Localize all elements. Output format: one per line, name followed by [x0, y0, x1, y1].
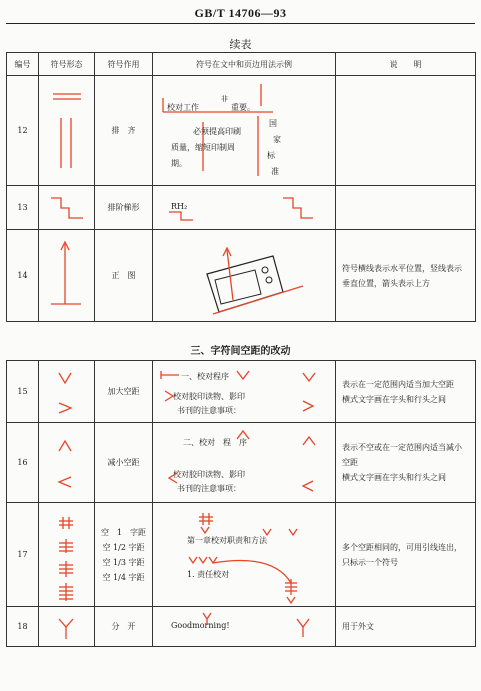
- example-cell: [153, 361, 336, 423]
- widen-space-symbol-icon: [39, 361, 95, 423]
- symbol-description: 用于外文: [336, 607, 476, 647]
- symbol-shape-cell: [39, 423, 95, 503]
- symbol-shape-cell: [39, 607, 95, 647]
- table-row: [7, 607, 476, 647]
- symbol-function: 空 1/3 字距: [102, 557, 145, 567]
- example-cell: [153, 503, 336, 607]
- separate-symbol-icon: [39, 607, 95, 647]
- symbol-function: 排阶梯形: [95, 186, 153, 230]
- table-row: [7, 76, 476, 186]
- symbol-function-cell: [95, 503, 153, 607]
- example-text: 校对胶印读物、影印: [173, 470, 245, 479]
- example-text: RH₂: [171, 202, 188, 211]
- example-text: 校对胶印读物、影印: [173, 392, 245, 401]
- symbol-function: 减小空距: [95, 423, 153, 503]
- example-cell: [153, 423, 336, 503]
- table-row: [7, 186, 476, 230]
- space-amount-symbol-icon: [39, 503, 95, 607]
- table-row: [7, 423, 476, 503]
- symbol-description: 多个空距相同的，可用引线连出，只标示一个符号: [336, 503, 476, 607]
- symbol-shape-cell: [39, 186, 95, 230]
- row-number: 13: [7, 186, 39, 230]
- space-example-marks: [153, 503, 336, 607]
- table-header-row: [7, 53, 476, 76]
- row-number: 18: [7, 607, 39, 647]
- separate-example-marks: [153, 607, 336, 647]
- row-number: 15: [7, 361, 39, 423]
- example-text: 非: [221, 95, 228, 103]
- step-example-marks: [153, 186, 336, 230]
- example-cell: [153, 186, 336, 230]
- symbol-description: 符号横线表示水平位置，竖线表示垂直位置，箭头表示上方: [336, 230, 476, 322]
- section-title: 三、字符间空距的改动: [190, 346, 291, 357]
- symbol-shape-cell: [39, 76, 95, 186]
- row-number: 12: [7, 76, 39, 186]
- symbol-function: 空 1 字距: [100, 527, 147, 537]
- col-header-function: 符号作用: [95, 53, 153, 76]
- table-caption: 续表: [229, 38, 252, 51]
- example-cell: [153, 230, 336, 322]
- align-symbol-icon: [39, 76, 95, 186]
- symbol-table-2: [6, 360, 476, 647]
- upright-symbol-icon: [39, 230, 95, 322]
- symbol-shape-cell: [39, 361, 95, 423]
- example-cell: [153, 607, 336, 647]
- tv-illustration-icon: [153, 230, 336, 322]
- example-text: 准: [271, 167, 279, 176]
- symbol-description: 表示在一定范围内适当加大空距 横式文字画在字头和行头之间: [336, 361, 476, 423]
- example-text: 1. 责任校对: [187, 570, 230, 579]
- col-header-description: 说 明: [336, 53, 476, 76]
- row-number: 17: [7, 503, 39, 607]
- symbol-function: 加大空距: [95, 361, 153, 423]
- example-cell: [153, 76, 336, 186]
- symbol-function: 正 图: [95, 230, 153, 322]
- example-text: 书刊的注意事项：: [177, 406, 241, 415]
- example-text: 期。: [171, 159, 187, 168]
- narrow-example-marks: [153, 423, 336, 503]
- header-rule: [6, 23, 475, 24]
- col-header-example: 符号在文中和页边用法示例: [153, 53, 336, 76]
- symbol-shape-cell: [39, 230, 95, 322]
- example-text: Goodmorning!: [171, 621, 230, 630]
- table-row: [7, 361, 476, 423]
- narrow-space-symbol-icon: [39, 423, 95, 503]
- example-text: 必须提高印刷: [193, 127, 241, 136]
- example-text: 二、校对 程 序: [183, 438, 247, 447]
- example-text: 家: [273, 135, 281, 144]
- table-row: [7, 503, 476, 607]
- col-header-shape: 符号形态: [39, 53, 95, 76]
- symbol-description: 表示不空或在一定范围内适当减小空距 横式文字画在字头和行头之间: [336, 423, 476, 503]
- row-number: 14: [7, 230, 39, 322]
- symbol-function: 空 1/4 字距: [102, 572, 145, 582]
- example-text: 标: [267, 151, 275, 160]
- symbol-function: 排 齐: [95, 76, 153, 186]
- example-text: 重要。: [231, 103, 255, 112]
- symbol-function: 空 1/2 字距: [102, 542, 145, 552]
- example-text: 校对工作: [167, 103, 199, 112]
- symbol-description: [336, 186, 476, 230]
- example-text: 质量，缩短印制周: [171, 143, 235, 152]
- widen-example-marks: [153, 361, 336, 423]
- example-text: 第一章校对职责和方法: [187, 536, 267, 545]
- symbol-shape-cell: [39, 503, 95, 607]
- symbol-function: 分 开: [95, 607, 153, 647]
- align-example-marks: [153, 76, 336, 186]
- example-text: 书刊的注意事项：: [177, 484, 241, 493]
- col-header-number: 编号: [7, 53, 39, 76]
- symbol-description: [336, 76, 476, 186]
- standard-header: GB/T 14706—93: [194, 6, 287, 20]
- table-row: [7, 230, 476, 322]
- example-text: 一、校对程序: [181, 372, 229, 381]
- step-symbol-icon: [39, 186, 95, 230]
- example-text: 国: [269, 119, 277, 128]
- symbol-table-1: [6, 52, 476, 322]
- row-number: 16: [7, 423, 39, 503]
